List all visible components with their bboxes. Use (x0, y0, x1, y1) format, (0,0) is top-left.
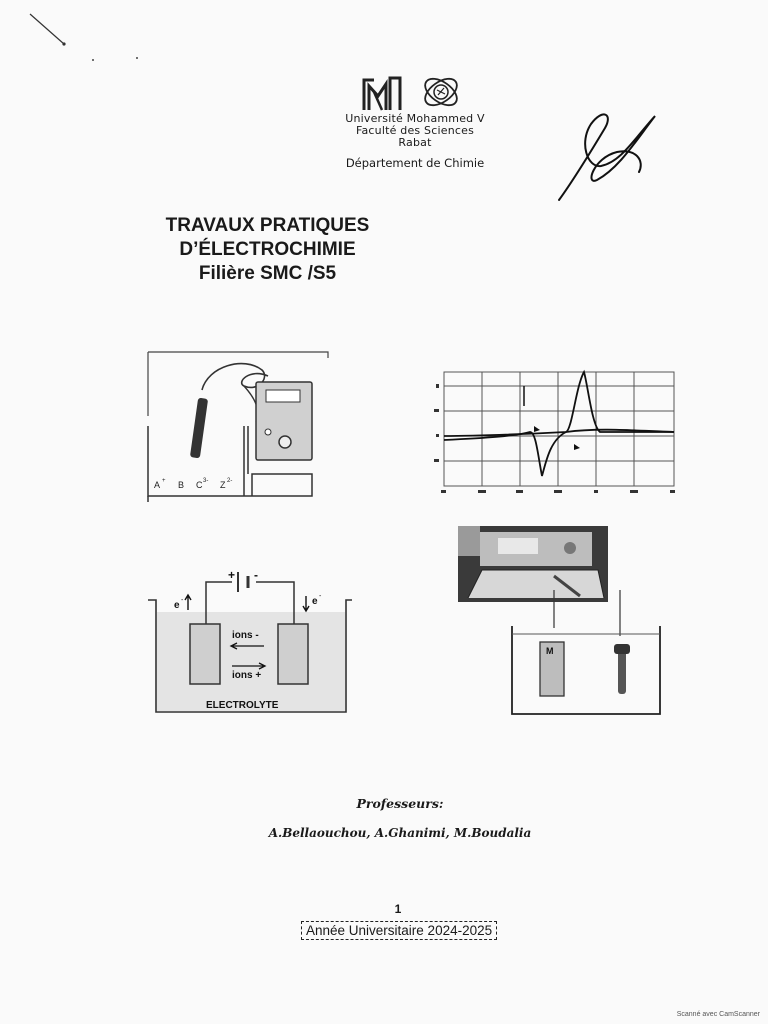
title-line-2: D’ÉLECTROCHIMIE (179, 239, 356, 260)
beaker-label-a-sup: + (162, 478, 166, 484)
faculty-name: Faculté des Sciences (355, 124, 475, 137)
voltammogram-figure (426, 366, 682, 498)
beaker-label-a: A (154, 480, 161, 490)
academic-year: Année Universitaire 2024-2025 (301, 921, 497, 940)
beaker-label-z: Z (220, 480, 226, 490)
beaker-label-c-sup: 3- (203, 478, 209, 484)
electron-right-sup: - (319, 593, 322, 600)
handwritten-signature (555, 108, 665, 204)
beaker-label-b: B (178, 480, 185, 490)
scanner-watermark: Scanné avec CamScanner (676, 1011, 760, 1018)
university-name: Université Mohammed V (345, 112, 485, 125)
electrolysis-cell-figure (144, 566, 354, 718)
city-name: Rabat (398, 136, 432, 149)
title-line-3: Filière SMC /S5 (198, 263, 337, 284)
professors-names: A.Bellaouchou, A.Ghanimi, M.Boudalia (268, 826, 532, 840)
ions-plus-label: ions + (232, 670, 262, 681)
electron-left-sup: - (181, 597, 184, 604)
metal-electrode-beaker (508, 590, 664, 718)
electrolyte-label: ELECTROLYTE (206, 700, 279, 711)
metal-label: M (546, 646, 554, 656)
faculty-logo (418, 72, 464, 112)
electron-right: e (312, 596, 318, 607)
cathodic-sweep (444, 430, 674, 476)
electron-left: e (174, 600, 180, 611)
professors-heading: Professeurs: (356, 796, 444, 811)
university-logo (360, 74, 404, 112)
battery-minus: - (254, 568, 258, 582)
beaker-label-z-sup: 2- (227, 478, 233, 484)
plot-grid (444, 372, 674, 486)
meter-beaker-figure (140, 346, 340, 506)
battery-plus: + (228, 568, 236, 582)
university-header (300, 113, 530, 149)
document-title (130, 214, 405, 286)
ions-minus-label: ions - (232, 630, 259, 641)
beaker-label-c: C (196, 480, 203, 490)
department-name: Département de Chimie (345, 156, 485, 170)
scan-mark (0, 0, 160, 70)
title-line-1: TRAVAUX PRATIQUES (165, 215, 370, 236)
page-number: 1 (394, 902, 402, 916)
anodic-sweep (444, 372, 674, 436)
